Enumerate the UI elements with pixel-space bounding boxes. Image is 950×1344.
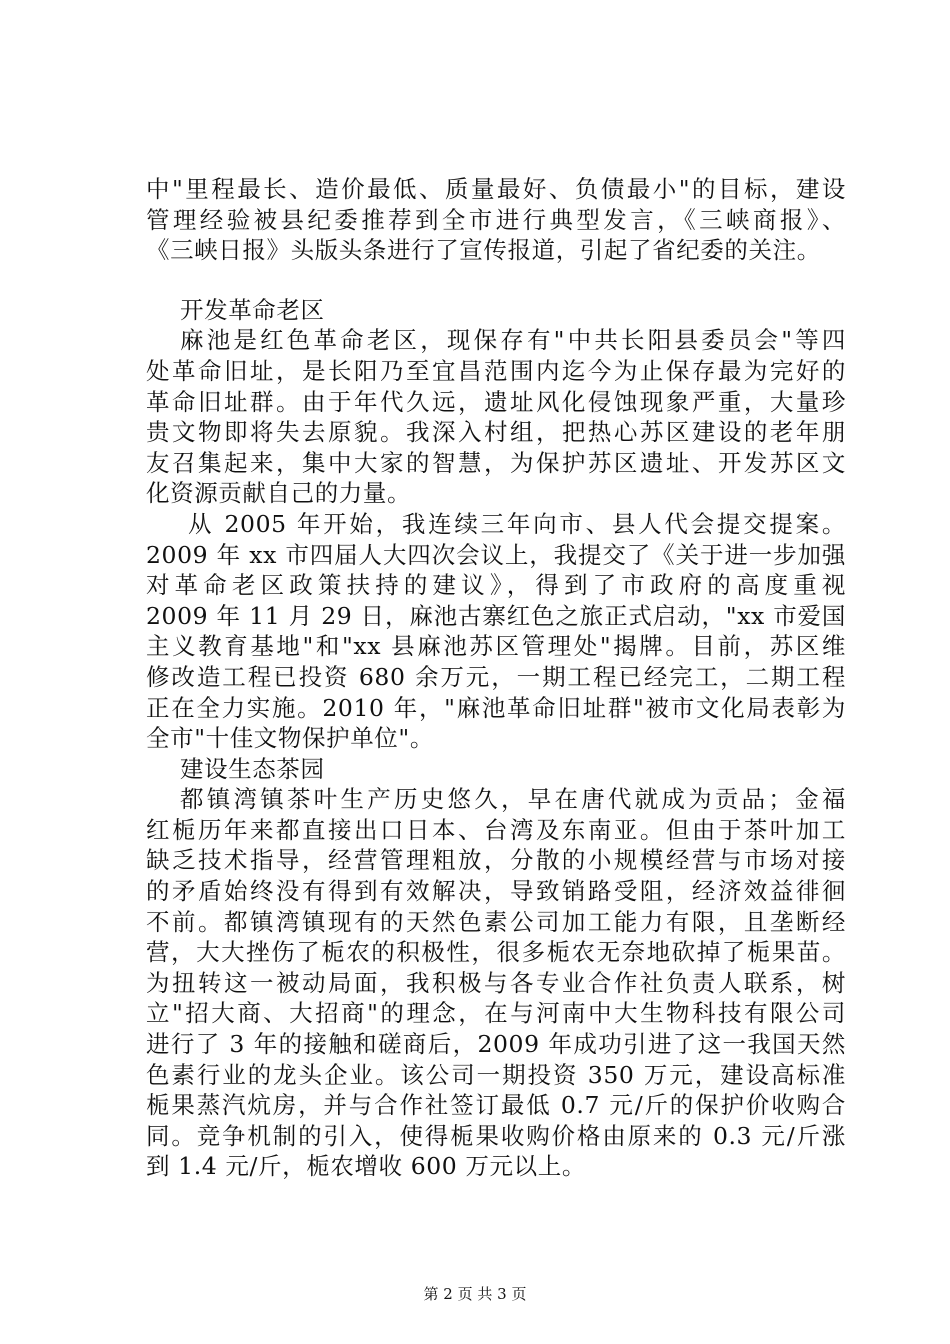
text-line: 立"招大商、大招商"的理念，在与河南中大生物科技有限公司 bbox=[146, 999, 846, 1028]
text-line: 友召集起来，集中大家的智慧，为保护苏区遗址、开发苏区文 bbox=[146, 448, 846, 477]
text-line: 红栀历年来都直接出口日本、台湾及东南亚。但由于茶叶加工 bbox=[146, 815, 846, 844]
text-line: 处革命旧址，是长阳乃至宜昌范围内迄今为止保存最为完好的 bbox=[146, 356, 846, 385]
text-line: 的矛盾始终没有得到有效解决，导致销路受阻，经济效益徘徊 bbox=[146, 877, 846, 906]
text-line: 中"里程最长、造价最低、质量最好、负债最小"的目标，建设 bbox=[146, 175, 846, 203]
text-line: 进行了 3 年的接触和磋商后，2009 年成功引进了这一我国天然 bbox=[146, 1030, 846, 1059]
text-line: 对革命老区政策扶持的建议》，得到了市政府的高度重视 bbox=[146, 571, 846, 600]
paragraph-road-project bbox=[146, 174, 846, 266]
paragraph-proposals bbox=[146, 509, 846, 754]
text-line: 修改造工程已投资 680 余万元，一期工程已经完工，二期工程 bbox=[146, 662, 846, 691]
text-line: 全市"十佳文物保护单位"。 bbox=[146, 724, 434, 753]
text-line: 缺乏技术指导，经营管理粗放，分散的小规模经营与市场对接 bbox=[146, 846, 846, 875]
text-line: 同。竞争机制的引入，使得栀果收购价格由原来的 0.3 元/斤涨 bbox=[146, 1121, 846, 1150]
text-line: 2009 年 11 月 29 日，麻池古寨红色之旅正式启动，"xx 市爱国 bbox=[146, 601, 846, 630]
text-line: 到 1.4 元/斤，栀农增收 600 万元以上。 bbox=[146, 1152, 586, 1181]
section-heading-revolutionary-area: 开发革命老区 bbox=[180, 295, 325, 324]
text-line: 2009 年 xx 市四届人大四次会议上，我提交了《关于进一步加强 bbox=[146, 540, 846, 569]
text-line: 管理经验被县纪委推荐到全市进行典型发言，《三峡商报》、 bbox=[146, 205, 846, 234]
paragraph-tea-industry bbox=[146, 784, 846, 1182]
paragraph-revolutionary-sites bbox=[146, 325, 846, 509]
text-line: 正在全力实施。2010 年，"麻池革命旧址群"被市文化局表彰为 bbox=[146, 693, 846, 722]
section-heading-tea-garden: 建设生态茶园 bbox=[180, 754, 325, 783]
text-line: 色素行业的龙头企业。该公司一期投资 350 万元，建设高标准 bbox=[146, 1060, 846, 1089]
document-body bbox=[146, 174, 846, 1182]
paragraph-gap bbox=[146, 266, 846, 295]
page-number-footer: 第 2 页 共 3 页 bbox=[423, 1285, 527, 1303]
text-line: 化资源贡献自己的力量。 bbox=[146, 479, 412, 508]
text-line: 革命旧址群。由于年代久远，遗址风化侵蚀现象严重，大量珍 bbox=[146, 387, 846, 416]
text-line: 贵文物即将失去原貌。我深入村组，把热心苏区建设的老年朋 bbox=[146, 418, 846, 447]
text-line: 营，大大挫伤了栀农的积极性，很多栀农无奈地砍掉了栀果苗。 bbox=[146, 938, 846, 967]
text-line: 为扭转这一被动局面，我积极与各专业合作社负责人联系，树 bbox=[146, 968, 846, 997]
text-line: 都镇湾镇茶叶生产历史悠久，早在唐代就成为贡品；金福 bbox=[180, 785, 846, 814]
text-line: 不前。都镇湾镇现有的天然色素公司加工能力有限，且垄断经 bbox=[146, 907, 846, 936]
text-line: 《三峡日报》头版头条进行了宣传报道，引起了省纪委的关注。 bbox=[146, 236, 821, 265]
text-line: 麻池是红色革命老区，现保存有"中共长阳县委员会"等四 bbox=[180, 326, 846, 355]
text-line: 主义教育基地"和"xx 县麻池苏区管理处"揭牌。目前，苏区维 bbox=[146, 632, 846, 661]
text-line: 栀果蒸汽炕房，并与合作社签订最低 0.7 元/斤的保护价收购合 bbox=[146, 1091, 846, 1120]
text-line: 从 2005 年开始，我连续三年向市、县人代会提交提案。 bbox=[188, 509, 846, 538]
